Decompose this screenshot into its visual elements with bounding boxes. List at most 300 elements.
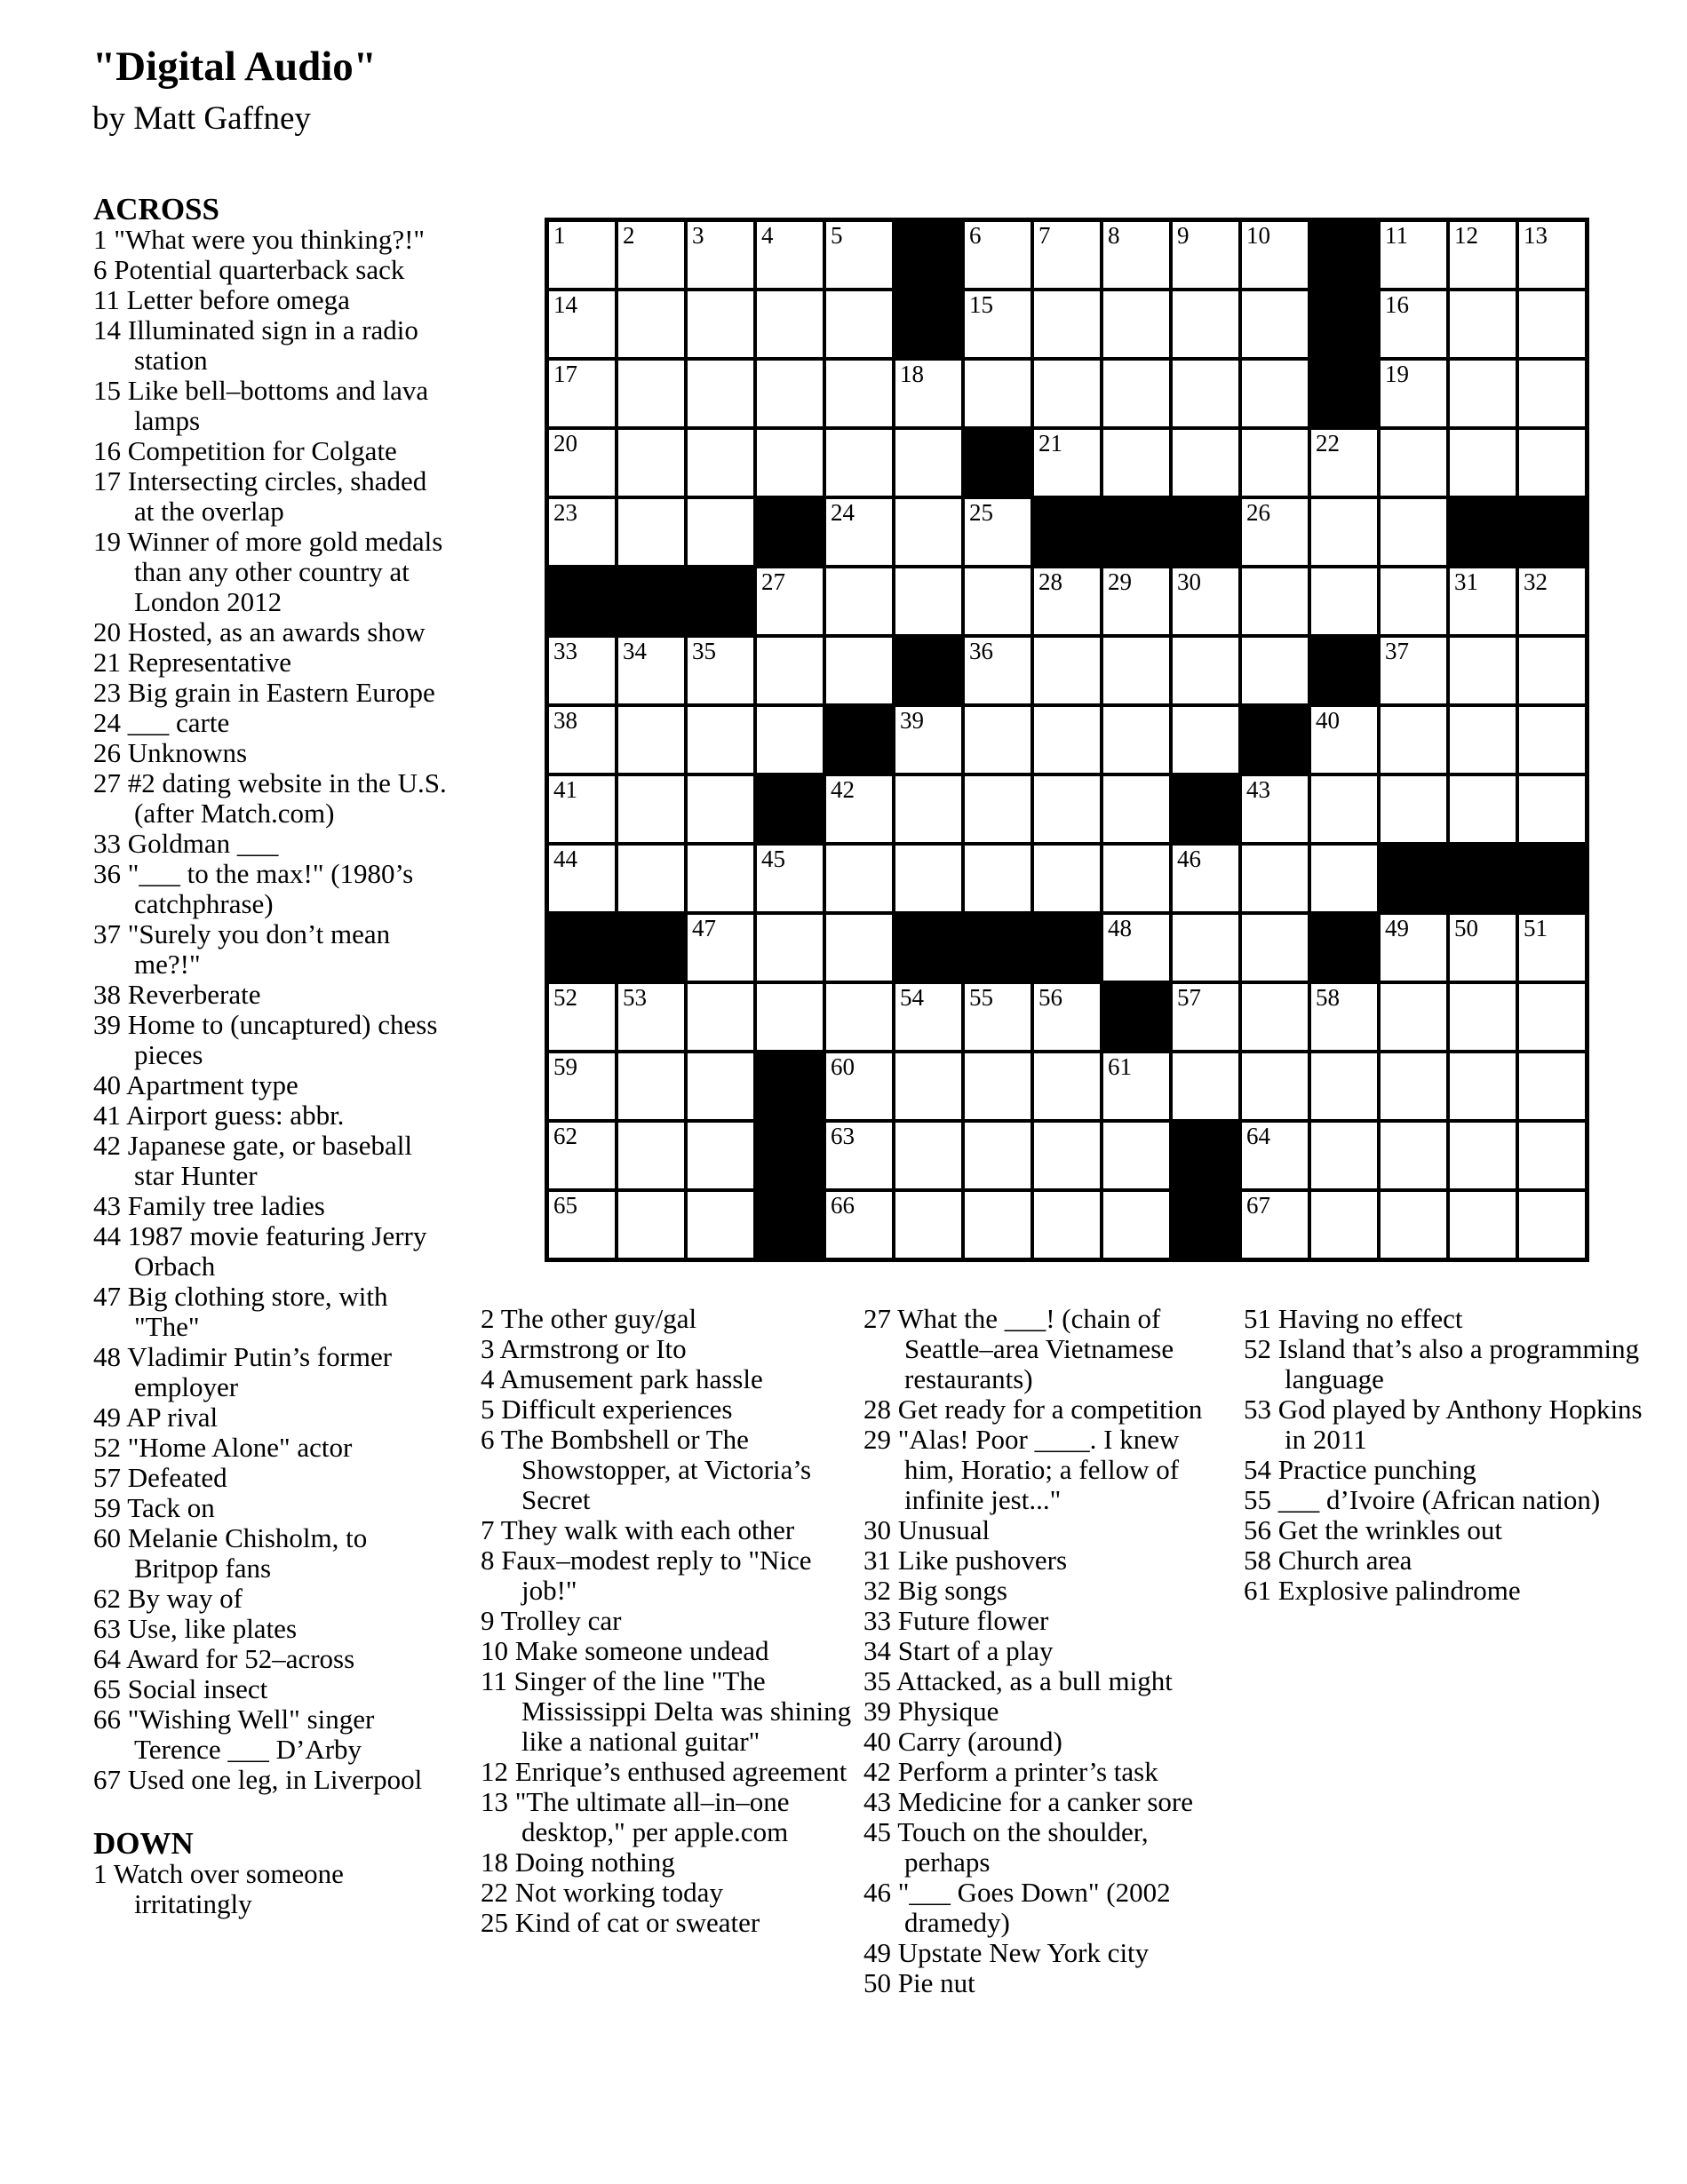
white-cell — [1517, 982, 1587, 1052]
white-cell — [1309, 428, 1379, 497]
across-clue-17 — [93, 466, 450, 527]
clue-text: Carry (around) — [897, 1726, 1062, 1757]
down-clue-54 — [1244, 1455, 1659, 1485]
cell-number: 1 — [553, 222, 566, 249]
cell-number: 45 — [761, 846, 785, 872]
cell-number: 27 — [761, 568, 785, 595]
white-cell — [824, 220, 894, 290]
black-cell — [755, 1121, 824, 1190]
white-cell — [1448, 220, 1517, 290]
clue-text: Upstate New York city — [897, 1937, 1150, 1968]
cell-number: 24 — [831, 499, 855, 526]
cell-number: 42 — [831, 776, 855, 803]
clue-text: Letter before omega — [126, 284, 350, 315]
white-cell — [1102, 428, 1171, 497]
clue-number: 42 — [863, 1756, 891, 1787]
down-clue-53 — [1244, 1394, 1659, 1455]
white-cell — [1240, 1190, 1309, 1259]
down-clue-35 — [863, 1666, 1217, 1696]
white-cell — [1448, 1121, 1517, 1190]
clue-text: Medicine for a canker sore — [897, 1786, 1193, 1817]
across-clue-47 — [93, 1282, 450, 1342]
cell-number: 41 — [553, 776, 577, 803]
white-cell — [963, 636, 1032, 705]
cell-number: 34 — [623, 638, 647, 664]
across-clue-48 — [93, 1342, 450, 1402]
cell-number: 8 — [1108, 222, 1120, 249]
white-cell — [547, 705, 617, 774]
cell-number: 7 — [1038, 222, 1051, 249]
white-cell — [547, 982, 617, 1052]
clue-text: What the ___! (chain of Seattle–area Vietnamese restaurants) — [897, 1303, 1174, 1394]
down-clue-30 — [863, 1515, 1217, 1545]
clue-number: 13 — [481, 1786, 508, 1817]
black-cell — [963, 428, 1032, 497]
white-cell — [686, 428, 755, 497]
black-cell — [1448, 497, 1517, 567]
across-clue-44 — [93, 1221, 450, 1282]
across-clue-42 — [93, 1131, 450, 1191]
clue-number: 11 — [481, 1665, 507, 1696]
across-clue-66 — [93, 1704, 450, 1765]
cell-number: 48 — [1108, 915, 1132, 941]
down-clue-51 — [1244, 1304, 1659, 1334]
white-cell — [1517, 428, 1587, 497]
down-clue-9 — [481, 1606, 873, 1636]
white-cell — [686, 220, 755, 290]
clue-text: Intersecting circles, shaded at the overlap — [127, 465, 427, 527]
cell-number: 17 — [553, 361, 577, 387]
clue-text: 1987 movie featuring Jerry Orbach — [127, 1220, 427, 1282]
white-cell — [755, 636, 824, 705]
clue-text: Start of a play — [897, 1635, 1054, 1666]
across-clue-59 — [93, 1493, 450, 1523]
clue-text: Practice punching — [1277, 1454, 1476, 1485]
clue-text: Explosive palindrome — [1277, 1575, 1521, 1606]
clue-text: Like bell–bottoms and lava lamps — [127, 375, 429, 436]
cell-number: 3 — [692, 222, 704, 249]
white-cell — [1171, 290, 1240, 359]
cell-number: 28 — [1038, 568, 1062, 595]
white-cell — [963, 1121, 1032, 1190]
black-cell — [1171, 1121, 1240, 1190]
cell-number: 22 — [1316, 430, 1340, 457]
black-cell — [824, 705, 894, 774]
black-cell — [1309, 636, 1379, 705]
white-cell — [1032, 774, 1102, 844]
white-cell — [1309, 1052, 1379, 1121]
clue-number: 64 — [93, 1643, 121, 1674]
white-cell — [755, 705, 824, 774]
cell-number: 61 — [1108, 1053, 1132, 1080]
across-clue-40 — [93, 1070, 450, 1100]
white-cell — [617, 636, 686, 705]
across-clue-15 — [93, 376, 450, 436]
clue-number: 15 — [93, 375, 121, 406]
white-cell — [547, 290, 617, 359]
across-clue-21 — [93, 647, 450, 678]
across-clue-65 — [93, 1674, 450, 1704]
white-cell — [617, 220, 686, 290]
clue-text: Reverberate — [127, 979, 261, 1010]
cell-number: 23 — [553, 499, 577, 526]
down-clue-7 — [481, 1515, 873, 1545]
cell-number: 25 — [969, 499, 993, 526]
white-cell — [963, 844, 1032, 913]
white-cell — [1309, 774, 1379, 844]
white-cell — [1240, 844, 1309, 913]
clue-text: Island that’s also a programming language — [1277, 1333, 1640, 1394]
across-clue-1 — [93, 225, 450, 255]
white-cell — [1102, 913, 1171, 982]
white-cell — [963, 290, 1032, 359]
white-cell — [617, 497, 686, 567]
cell-number: 18 — [900, 361, 924, 387]
white-cell — [1448, 290, 1517, 359]
down-clue-45 — [863, 1817, 1217, 1878]
across-clue-19 — [93, 527, 450, 617]
clue-number: 29 — [863, 1424, 891, 1455]
clue-text: ___ carte — [127, 707, 230, 738]
white-cell — [894, 1121, 963, 1190]
down-clue-22 — [481, 1878, 873, 1908]
white-cell — [1171, 982, 1240, 1052]
black-cell — [755, 497, 824, 567]
clue-text: Use, like plates — [127, 1613, 298, 1644]
clue-number: 4 — [481, 1363, 495, 1394]
white-cell — [1379, 774, 1448, 844]
black-cell — [755, 1052, 824, 1121]
down-clue-list-part4 — [1244, 1304, 1659, 1606]
clue-number: 9 — [481, 1605, 495, 1636]
white-cell — [1102, 1121, 1171, 1190]
clue-text: Melanie Chisholm, to Britpop fans — [127, 1522, 368, 1584]
clue-text: Singer of the line "The Mississippi Delta was shining like a national guitar" — [513, 1665, 852, 1757]
clue-number: 11 — [93, 284, 120, 315]
cell-number: 14 — [553, 291, 577, 318]
white-cell — [1240, 913, 1309, 982]
white-cell — [1379, 636, 1448, 705]
clue-number: 24 — [93, 707, 121, 738]
clue-number: 41 — [93, 1100, 121, 1131]
white-cell — [1379, 428, 1448, 497]
across-clue-63 — [93, 1614, 450, 1644]
white-cell — [1448, 636, 1517, 705]
white-cell — [1379, 359, 1448, 428]
white-cell — [1448, 982, 1517, 1052]
clue-text: Defeated — [127, 1462, 227, 1493]
down-clue-5 — [481, 1394, 873, 1425]
down-clue-3 — [481, 1334, 873, 1364]
down-clue-25 — [481, 1908, 873, 1938]
black-cell — [1102, 982, 1171, 1052]
white-cell — [1171, 220, 1240, 290]
down-clue-39 — [863, 1696, 1217, 1727]
white-cell — [1517, 913, 1587, 982]
down-clue-55 — [1244, 1485, 1659, 1515]
white-cell — [1448, 1052, 1517, 1121]
cell-number: 6 — [969, 222, 982, 249]
puzzle-title: "Digital Audio" — [92, 44, 377, 90]
down-clue-61 — [1244, 1576, 1659, 1606]
black-cell — [1032, 497, 1102, 567]
white-cell — [755, 844, 824, 913]
white-cell — [1240, 774, 1309, 844]
clue-text: Unknowns — [127, 737, 248, 768]
clue-number: 27 — [93, 767, 121, 798]
across-clue-38 — [93, 980, 450, 1010]
across-clue-67 — [93, 1765, 450, 1795]
clue-number: 42 — [93, 1130, 121, 1161]
cell-number: 58 — [1316, 984, 1340, 1011]
clue-number: 22 — [481, 1877, 508, 1908]
black-cell — [894, 913, 963, 982]
clue-number: 56 — [1244, 1514, 1271, 1545]
clue-number: 49 — [93, 1402, 121, 1433]
white-cell — [1240, 428, 1309, 497]
across-clue-49 — [93, 1402, 450, 1433]
down-clue-56 — [1244, 1515, 1659, 1545]
clue-number: 52 — [1244, 1333, 1271, 1364]
across-clue-26 — [93, 738, 450, 768]
black-cell — [755, 774, 824, 844]
black-cell — [547, 913, 617, 982]
black-cell — [1448, 844, 1517, 913]
clue-text: Pie nut — [897, 1967, 975, 1998]
white-cell — [1032, 428, 1102, 497]
clue-number: 23 — [93, 677, 121, 708]
white-cell — [1171, 567, 1240, 636]
clue-number: 21 — [93, 647, 121, 678]
clue-number: 6 — [481, 1424, 495, 1455]
white-cell — [1379, 705, 1448, 774]
white-cell — [547, 844, 617, 913]
white-cell — [1032, 636, 1102, 705]
white-cell — [1517, 567, 1587, 636]
down-clue-1 — [93, 1859, 450, 1919]
cell-number: 46 — [1177, 846, 1201, 872]
white-cell — [1240, 1052, 1309, 1121]
across-clue-41 — [93, 1100, 450, 1131]
clue-number: 18 — [481, 1846, 508, 1878]
white-cell — [963, 1052, 1032, 1121]
white-cell — [1032, 1121, 1102, 1190]
white-cell — [1032, 1190, 1102, 1259]
clue-number: 6 — [93, 254, 107, 285]
white-cell — [894, 497, 963, 567]
clue-text: Get ready for a competition — [897, 1394, 1203, 1425]
clue-number: 40 — [93, 1069, 121, 1100]
white-cell — [686, 497, 755, 567]
white-cell — [1309, 567, 1379, 636]
down-clue-12 — [481, 1757, 873, 1787]
clue-text: Winner of more gold medals than any other country at London 2012 — [127, 526, 443, 617]
white-cell — [894, 705, 963, 774]
white-cell — [1032, 290, 1102, 359]
white-cell — [617, 705, 686, 774]
white-cell — [894, 359, 963, 428]
puzzle-byline: by Matt Gaffney — [92, 100, 311, 137]
white-cell — [686, 290, 755, 359]
clue-text: The other guy/gal — [500, 1303, 697, 1334]
clue-number: 20 — [93, 616, 121, 647]
white-cell — [547, 497, 617, 567]
clue-text: Make someone undead — [514, 1635, 769, 1666]
clue-number: 46 — [863, 1877, 891, 1908]
across-clue-24 — [93, 708, 450, 738]
clue-number: 38 — [93, 979, 121, 1010]
clue-text: Attacked, as a bull might — [896, 1665, 1173, 1696]
white-cell — [1448, 1190, 1517, 1259]
white-cell — [1102, 359, 1171, 428]
clue-text: Social insect — [127, 1673, 268, 1704]
black-cell — [617, 913, 686, 982]
cell-number: 26 — [1246, 499, 1270, 526]
white-cell — [824, 567, 894, 636]
white-cell — [1309, 1190, 1379, 1259]
clue-text: Competition for Colgate — [127, 435, 397, 466]
white-cell — [1032, 982, 1102, 1052]
white-cell — [963, 774, 1032, 844]
clue-number: 27 — [863, 1303, 891, 1334]
down-clue-32 — [863, 1576, 1217, 1606]
clue-text: AP rival — [126, 1402, 219, 1433]
white-cell — [894, 774, 963, 844]
white-cell — [1379, 982, 1448, 1052]
white-cell — [824, 1052, 894, 1121]
clue-number: 28 — [863, 1394, 891, 1425]
white-cell — [686, 359, 755, 428]
cell-number: 30 — [1177, 568, 1201, 595]
down-clue-29 — [863, 1425, 1217, 1515]
cell-number: 21 — [1038, 430, 1062, 457]
cell-number: 5 — [831, 222, 843, 249]
clue-number: 59 — [93, 1492, 121, 1523]
white-cell — [547, 1121, 617, 1190]
clue-text: "Wishing Well" singer Terence ___ D’Arby — [127, 1704, 375, 1765]
clue-number: 7 — [481, 1514, 495, 1545]
white-cell — [1102, 567, 1171, 636]
clue-text: "Surely you don’t mean me?!" — [127, 918, 391, 980]
black-cell — [1032, 913, 1102, 982]
black-cell — [547, 567, 617, 636]
cell-number: 10 — [1246, 222, 1270, 249]
cell-number: 19 — [1385, 361, 1409, 387]
cell-number: 33 — [553, 638, 577, 664]
white-cell — [1517, 290, 1587, 359]
down-clue-10 — [481, 1636, 873, 1666]
white-cell — [824, 497, 894, 567]
black-cell — [1102, 497, 1171, 567]
clue-text: The Bombshell or The Showstopper, at Victoria’s Secret — [500, 1424, 812, 1515]
clue-text: Having no effect — [1277, 1303, 1463, 1334]
down-clue-52 — [1244, 1334, 1659, 1394]
white-cell — [824, 844, 894, 913]
black-cell — [894, 290, 963, 359]
cell-number: 15 — [969, 291, 993, 318]
white-cell — [686, 705, 755, 774]
white-cell — [1240, 982, 1309, 1052]
white-cell — [1379, 1121, 1448, 1190]
white-cell — [1379, 567, 1448, 636]
white-cell — [1309, 705, 1379, 774]
down-clue-list-part2 — [481, 1304, 873, 1938]
black-cell — [963, 913, 1032, 982]
clue-number: 25 — [481, 1907, 508, 1938]
clue-text: Enrique’s enthused agreement — [514, 1756, 847, 1787]
white-cell — [1102, 1052, 1171, 1121]
black-cell — [1517, 844, 1587, 913]
crossword-grid — [545, 218, 1589, 1262]
white-cell — [617, 290, 686, 359]
clue-text: Armstrong or Ito — [499, 1333, 687, 1364]
white-cell — [617, 1121, 686, 1190]
clue-text: "The ultimate all–in–one desktop," per apple.com — [514, 1786, 790, 1847]
cell-number: 60 — [831, 1053, 855, 1080]
cell-number: 43 — [1246, 776, 1270, 803]
white-cell — [824, 1190, 894, 1259]
clue-text: Amusement park hassle — [499, 1363, 763, 1394]
clue-number: 39 — [863, 1696, 891, 1727]
white-cell — [1517, 1121, 1587, 1190]
cell-number: 12 — [1454, 222, 1478, 249]
cell-number: 66 — [831, 1192, 855, 1219]
white-cell — [617, 774, 686, 844]
white-cell — [686, 774, 755, 844]
down-clue-49 — [863, 1938, 1217, 1968]
white-cell — [617, 1052, 686, 1121]
white-cell — [1171, 1052, 1240, 1121]
black-cell — [686, 567, 755, 636]
white-cell — [617, 844, 686, 913]
clue-text: Big songs — [897, 1575, 1007, 1606]
white-cell — [963, 359, 1032, 428]
white-cell — [963, 982, 1032, 1052]
across-clue-20 — [93, 617, 450, 647]
white-cell — [963, 497, 1032, 567]
black-cell — [1309, 359, 1379, 428]
across-clue-33 — [93, 829, 450, 859]
across-clue-6 — [93, 255, 450, 285]
cell-number: 32 — [1524, 568, 1548, 595]
clue-text: Big grain in Eastern Europe — [127, 677, 435, 708]
white-cell — [1102, 1190, 1171, 1259]
cell-number: 57 — [1177, 984, 1201, 1011]
white-cell — [1517, 1190, 1587, 1259]
clue-text: "___ to the max!" (1980’s catchphrase) — [127, 858, 414, 919]
black-cell — [755, 1190, 824, 1259]
white-cell — [1379, 497, 1448, 567]
clue-text: God played by Anthony Hopkins in 2011 — [1277, 1394, 1643, 1455]
clue-text: Family tree ladies — [127, 1190, 325, 1221]
black-cell — [617, 567, 686, 636]
cell-number: 54 — [900, 984, 924, 1011]
white-cell — [1240, 497, 1309, 567]
clue-text: Used one leg, in Liverpool — [127, 1764, 423, 1795]
across-clue-62 — [93, 1584, 450, 1614]
clue-number: 14 — [93, 314, 121, 345]
white-cell — [755, 290, 824, 359]
clue-text: Touch on the shoulder, perhaps — [897, 1816, 1149, 1878]
white-cell — [617, 359, 686, 428]
clue-number: 36 — [93, 858, 121, 889]
clue-number: 60 — [93, 1522, 121, 1553]
white-cell — [1517, 359, 1587, 428]
down-clue-33 — [863, 1606, 1217, 1636]
across-clue-14 — [93, 315, 450, 376]
white-cell — [547, 1052, 617, 1121]
clue-text: Like pushovers — [897, 1545, 1068, 1576]
